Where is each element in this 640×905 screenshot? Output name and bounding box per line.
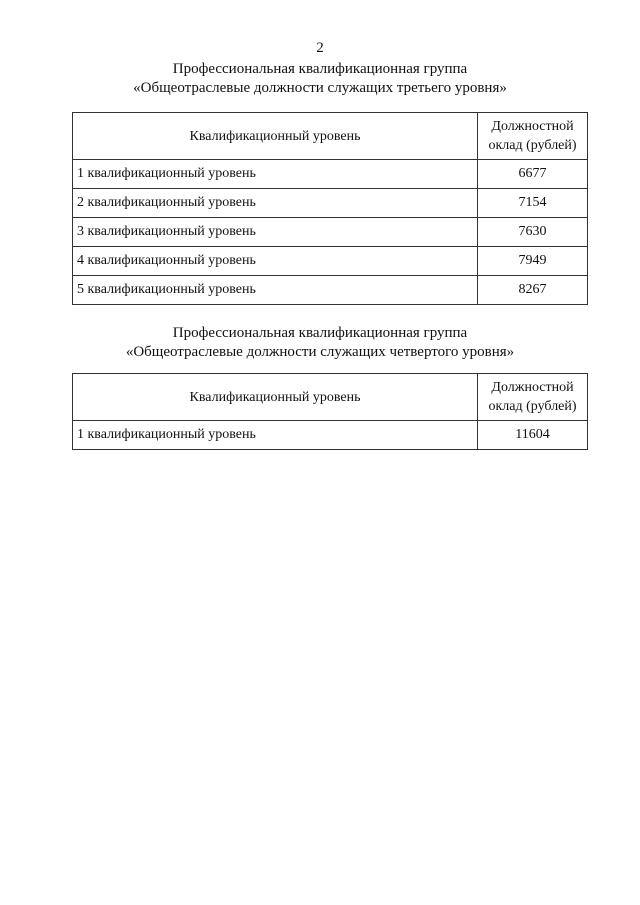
salary-cell: 11604 bbox=[478, 421, 588, 450]
salary-cell: 8267 bbox=[478, 276, 588, 305]
salary-header-line-1: Должностной bbox=[491, 380, 574, 395]
heading-line-1: Профессиональная квалификационная группа bbox=[172, 61, 468, 77]
level-cell: 2 квалификационный уровень bbox=[73, 189, 478, 218]
table-row bbox=[73, 160, 588, 189]
table-row bbox=[73, 421, 588, 450]
salary-cell: 7949 bbox=[478, 247, 588, 276]
salary-table-third-level bbox=[72, 112, 588, 305]
page-number: 2 bbox=[316, 40, 324, 56]
salary-cell: 7154 bbox=[478, 189, 588, 218]
salary-header-line-1: Должностной bbox=[491, 119, 574, 134]
level-cell: 1 квалификационный уровень bbox=[73, 421, 478, 450]
column-header-salary bbox=[478, 113, 588, 160]
level-cell: 4 квалификационный уровень bbox=[73, 247, 478, 276]
level-cell: 1 квалификационный уровень bbox=[73, 160, 478, 189]
salary-table-fourth-level bbox=[72, 373, 588, 450]
salary-cell: 6677 bbox=[478, 160, 588, 189]
table-row bbox=[73, 276, 588, 305]
salary-cell: 7630 bbox=[478, 218, 588, 247]
level-cell: 5 квалификационный уровень bbox=[73, 276, 478, 305]
table-row bbox=[73, 189, 588, 218]
table-row bbox=[73, 247, 588, 276]
heading-line-1: Профессиональная квалификационная группа bbox=[172, 325, 468, 341]
section-heading-third-level bbox=[0, 60, 640, 98]
salary-header-line-2: оклад (рублей) bbox=[488, 138, 577, 153]
table-header-row bbox=[73, 113, 588, 160]
level-cell: 3 квалификационный уровень bbox=[73, 218, 478, 247]
column-header-level: Квалификационный уровень bbox=[73, 113, 478, 160]
heading-line-2: «Общеотраслевые должности служащих четвертого уровня» bbox=[125, 344, 515, 360]
column-header-salary bbox=[478, 374, 588, 421]
heading-line-2: «Общеотраслевые должности служащих третьего уровня» bbox=[133, 80, 507, 96]
table-header-row bbox=[73, 374, 588, 421]
table-row bbox=[73, 218, 588, 247]
salary-header-line-2: оклад (рублей) bbox=[488, 399, 577, 414]
column-header-level: Квалификационный уровень bbox=[73, 374, 478, 421]
section-heading-fourth-level bbox=[0, 324, 640, 362]
